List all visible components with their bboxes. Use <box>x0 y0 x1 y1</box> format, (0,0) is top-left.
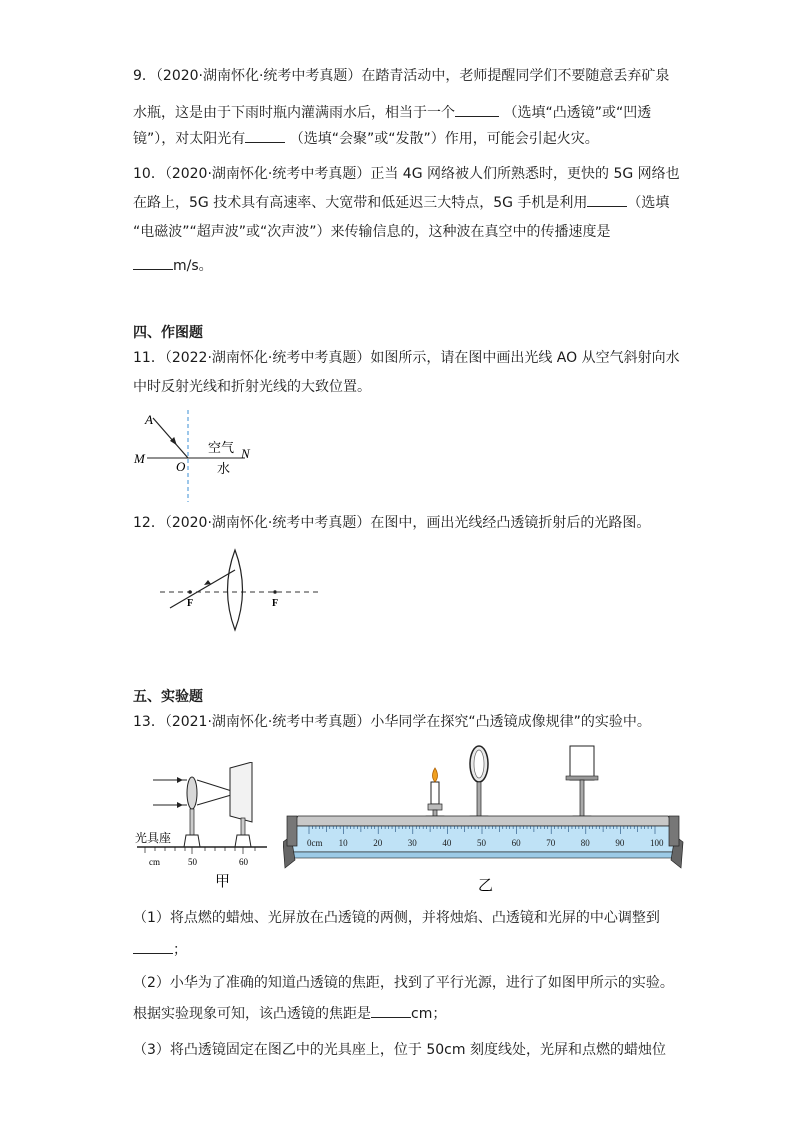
q10-line1: 10．（2020·湖南怀化·统考中考真题）正当 4G 网络被人们所熟悉时，更快的 5G 网络也 <box>133 166 680 182</box>
point-label-a: A <box>145 412 153 427</box>
figure-caption: 乙 <box>478 878 494 894</box>
q10-line4 <box>133 255 213 276</box>
figure-jia <box>135 762 270 890</box>
q11-line2: 中时反射光线和折射光线的大致位置。 <box>133 379 371 395</box>
focus-label: F <box>272 598 279 609</box>
tick-label: 60 <box>239 857 248 867</box>
q10-text: 在路上，5G 技术具有高速率、大宽带和低延迟三大特点，5G 手机是利用 <box>133 195 588 211</box>
q13-part3: （3）将凸透镜固定在图乙中的光具座上，位于 50cm 刻度线处，光屏和点燃的蜡烛位 <box>133 1042 666 1058</box>
ruler-tick-label: 10 <box>338 838 348 848</box>
q9-text: 水瓶，这是由于下雨时瓶内灌满雨水后，相当于一个 <box>133 105 455 121</box>
q12-line1: 12．（2020·湖南怀化·统考中考真题）在图中，画出光线经凸透镜折射后的光路图。 <box>133 515 651 531</box>
point-label-n: N <box>241 446 250 461</box>
q11-figure <box>133 406 263 502</box>
q9-line1: 9．（2020·湖南怀化·统考中考真题）在踏青活动中，老师提醒同学们不要随意丢弃矿泉 <box>133 68 670 84</box>
q13-text: 根据实验现象可知，该凸透镜的焦距是 <box>133 1006 371 1022</box>
ruler-tick-label: 0cm <box>307 838 323 848</box>
ruler-tick-label: 70 <box>546 838 556 848</box>
section-heading: 四、作图题 <box>133 325 203 341</box>
tick-label: 50 <box>188 857 197 867</box>
figure-caption: 甲 <box>215 874 231 890</box>
q13-part2: （2）小华为了准确的知道凸透镜的焦距，找到了平行光源，进行了如图甲所示的实验。 <box>133 975 674 991</box>
q13-line1: 13．（2021·湖南怀化·统考中考真题）小华同学在探究“凸透镜成像规律”的实验中。 <box>133 714 651 730</box>
answer-blank[interactable] <box>455 102 499 117</box>
ruler-tick-label: 60 <box>511 838 521 848</box>
ruler-tick-label: 100 <box>650 838 664 848</box>
q13-text: ； <box>173 942 187 958</box>
q9-text: （选填“会聚”或“发散”）作用，可能会引起火灾。 <box>289 131 599 147</box>
ruler-tick-label: 20 <box>373 838 383 848</box>
ruler-tick-label: 80 <box>580 838 590 848</box>
answer-blank[interactable] <box>587 192 627 207</box>
q10-text: （选填 <box>627 195 670 211</box>
q9-line2 <box>133 102 651 123</box>
q13-part2-line2 <box>133 1003 446 1024</box>
q9-text: （选填“凸透镜”或“凹透 <box>503 105 652 121</box>
q11-line1: 11．（2022·湖南怀化·统考中考真题）如图所示，请在图中画出光线 AO 从空气斜射向水 <box>133 350 680 366</box>
section-heading: 五、实验题 <box>133 689 203 705</box>
point-label-m: M <box>134 451 145 466</box>
base-label: 光具座 <box>135 831 172 845</box>
q9-line3 <box>133 128 599 149</box>
point-label-o: O <box>176 459 186 474</box>
q9-text: 镜”），对太阳光有 <box>133 131 246 147</box>
ruler-tick-label: 90 <box>615 838 625 848</box>
q13-text: cm； <box>411 1006 447 1022</box>
unit-label: cm <box>149 857 160 867</box>
q13-part1-answer <box>133 939 187 960</box>
label-air: 空气 <box>208 440 235 455</box>
ruler-tick-label: 50 <box>477 838 486 848</box>
q12-figure <box>155 548 325 634</box>
focus-label: F <box>187 598 194 609</box>
answer-blank[interactable] <box>245 128 285 143</box>
label-water: 水 <box>217 461 231 476</box>
ruler-tick-label: 40 <box>442 838 452 848</box>
answer-blank[interactable] <box>371 1003 411 1018</box>
ruler-tick-label: 30 <box>407 838 417 848</box>
q10-line2 <box>133 192 669 213</box>
answer-blank[interactable] <box>133 255 173 270</box>
q10-text: m/s。 <box>173 258 213 274</box>
q13-part1: （1）将点燃的蜡烛、光屏放在凸透镜的两侧，并将烛焰、凸透镜和光屏的中心调整到 <box>133 910 660 926</box>
answer-blank[interactable] <box>133 939 173 954</box>
figure-yi <box>283 740 688 895</box>
q10-line3: “电磁波”“超声波”或“次声波”）来传输信息的，这种波在真空中的传播速度是 <box>133 224 611 240</box>
